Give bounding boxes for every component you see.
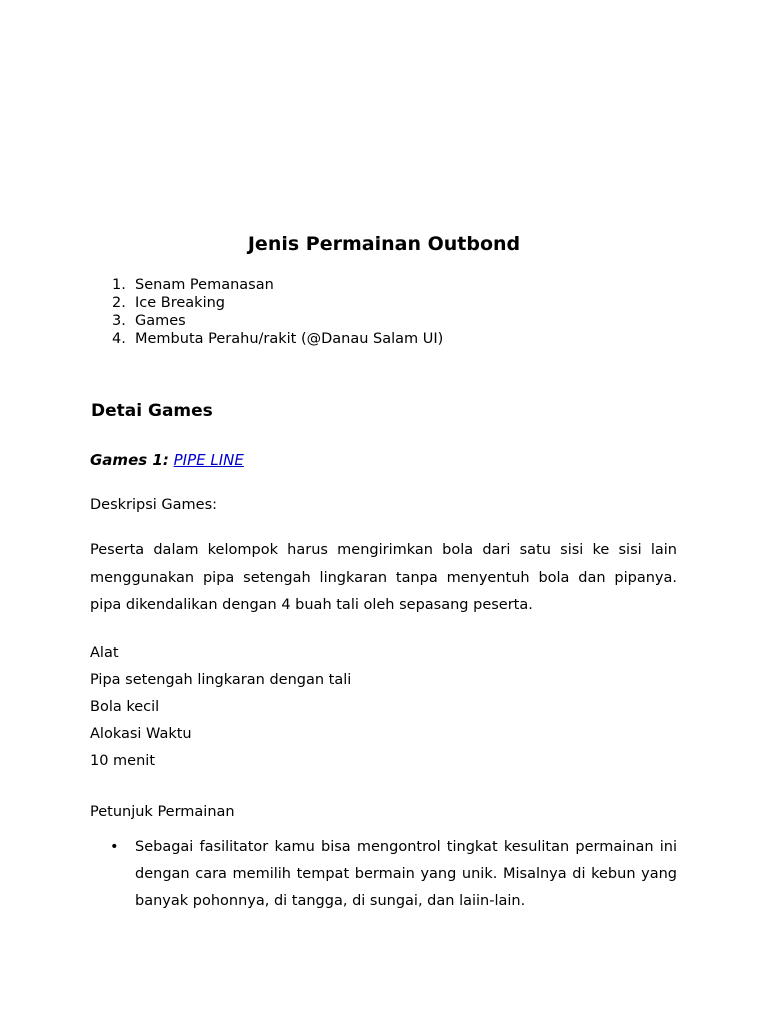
list-item-text: Membuta Perahu/rakit (@Danau Salam UI) bbox=[135, 331, 444, 347]
detail-line: 10 menit bbox=[90, 753, 156, 769]
section-heading: Detai Games bbox=[91, 401, 213, 421]
activity-list bbox=[112, 276, 443, 348]
bullet-icon: • bbox=[110, 839, 119, 855]
list-item bbox=[90, 834, 677, 915]
description-body: Peserta dalam kelompok harus mengirimkan bola dari satu sisi ke sisi lain menggunakan pipa setengah lingkaran tanpa menyentuh bola dan pipanya. pipa dikendalikan dengan 4 buah tali oleh sepasang peserta. bbox=[90, 542, 677, 613]
instructions-label: Petunjuk Permainan bbox=[90, 804, 235, 820]
list-item-text: Senam Pemanasan bbox=[135, 277, 274, 293]
list-item bbox=[112, 312, 443, 330]
list-number: 1. bbox=[112, 277, 126, 293]
detail-line: Alat bbox=[90, 645, 119, 661]
list-item bbox=[112, 330, 443, 348]
detail-line: Pipa setengah lingkaran dengan tali bbox=[90, 672, 352, 688]
description-label: Deskripsi Games: bbox=[90, 497, 218, 513]
detail-line: Bola kecil bbox=[90, 699, 160, 715]
list-number: 4. bbox=[112, 331, 126, 347]
detail-line: Alokasi Waktu bbox=[90, 726, 192, 742]
list-item-text: Ice Breaking bbox=[135, 295, 225, 311]
details-block bbox=[90, 640, 351, 775]
list-number: 2. bbox=[112, 295, 126, 311]
pipe-line-link[interactable]: PIPE LINE bbox=[173, 451, 244, 469]
list-number: 3. bbox=[112, 313, 126, 329]
games-label: Games 1: bbox=[90, 451, 169, 469]
instructions-list bbox=[90, 834, 677, 915]
list-item-text: Games bbox=[135, 313, 186, 329]
games-heading bbox=[90, 450, 244, 470]
list-item bbox=[112, 276, 443, 294]
list-item bbox=[112, 294, 443, 312]
page-title: Jenis Permainan Outbond bbox=[247, 233, 521, 255]
bullet-text: Sebagai fasilitator kamu bisa mengontrol tingkat kesulitan permainan ini dengan cara memilih tempat bermain yang unik. Misalnya di kebun yang banyak pohonnya, di tangga, di sungai, dan laiin-lain. bbox=[135, 839, 677, 909]
